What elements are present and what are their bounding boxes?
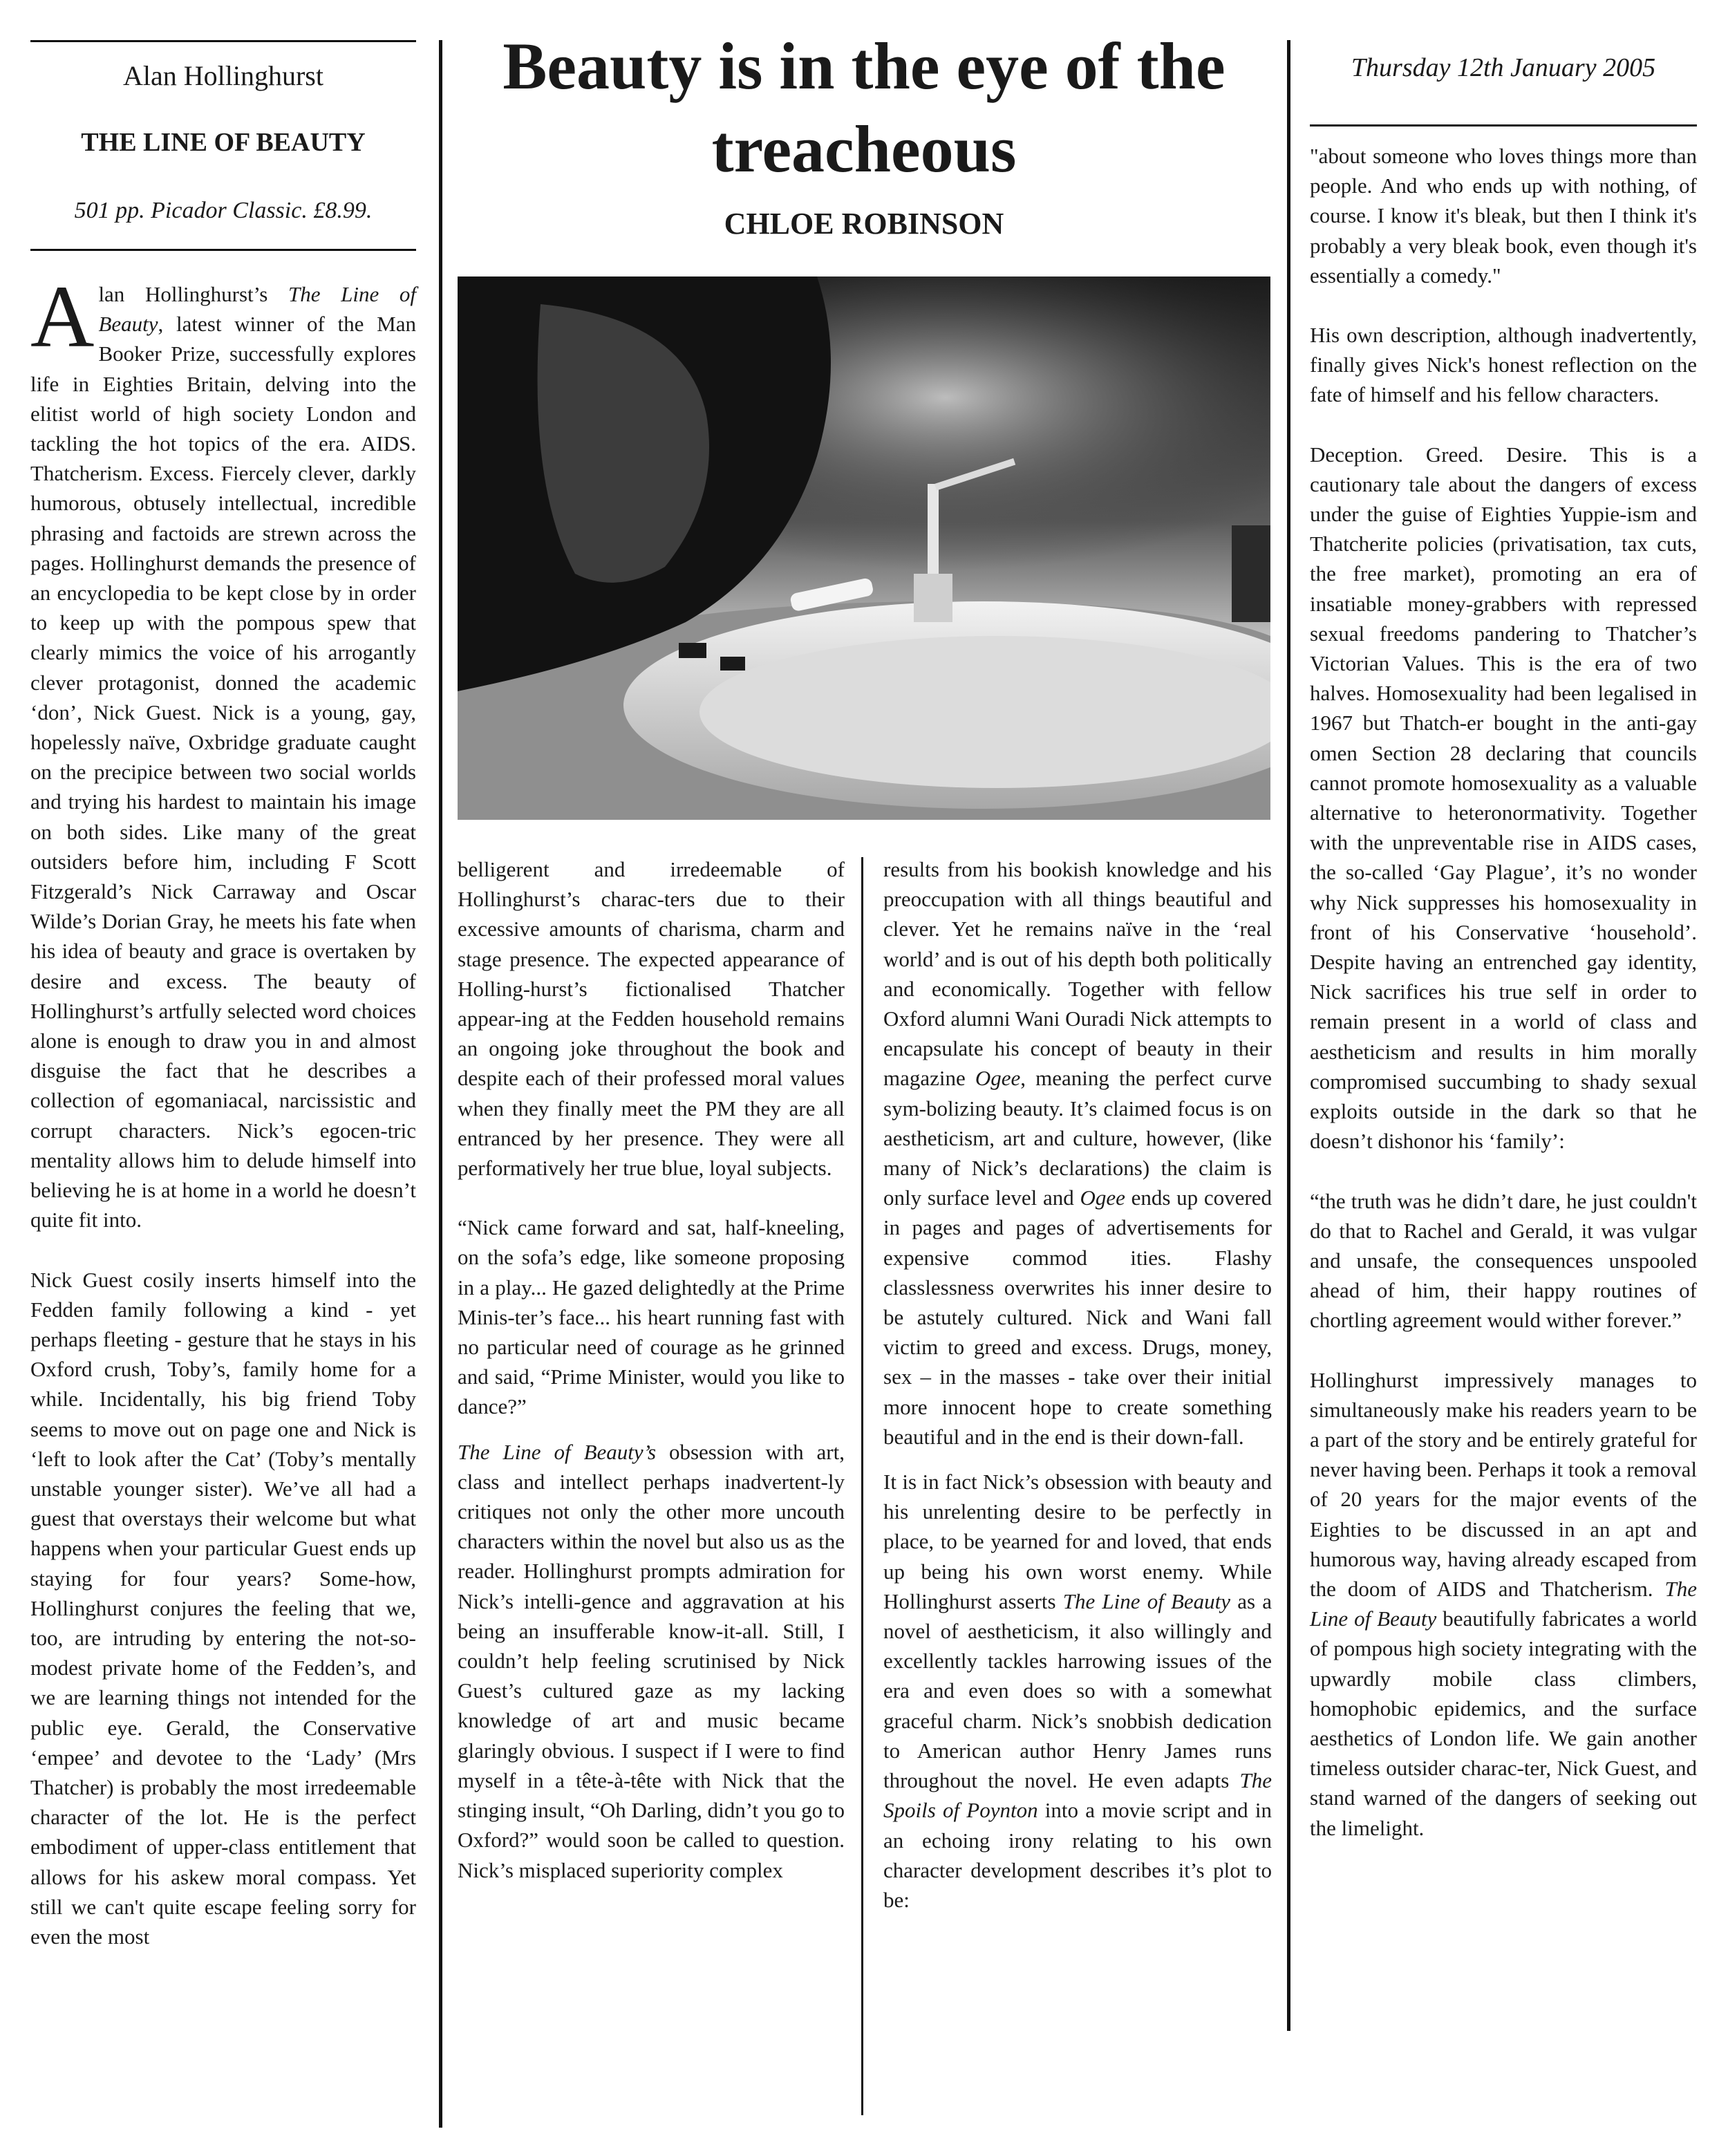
col4-p5-text-b: beautifully fabricates a world of pompous high society integrating with the upwardly mobile class climbers, homophobic epidemics, and the surface aesthetics of London life. We gain another timeless outsider charac-ter, Nick Guest, and stand warned of the dangers of seeking out the limelight. [1310,1606,1697,1840]
col3-p2-text-a: It is in fact Nick’s obsession with beauty and his unrelenting desire to be perfectly in place, to be yearned for and loved, that ends up being his own worst enemy. While Hollinghurst asserts [883,1470,1272,1613]
col3-paragraph-1 [883,854,1272,1452]
book-title-inline: The Spoils of Poynton [883,1768,1272,1823]
col4-paragraph-2: His own description, although inadvertently, finally gives Nick's honest reflection on the fate of himself and his fellow characters. [1310,323,1697,407]
book-title-inline: The Line of Beauty [98,282,416,337]
col1-paragraph-2: Nick Guest cosily inserts himself into the Fedden family following a kind - yet perhaps fleeting - gesture that he stays in his Oxford crush, Toby’s, family home for a while. Incidentally, his big friend Toby seems to move out on page one and Nick is ‘left to look after the Cat’ (Toby’s mentally unstable younger sister). We’ve all had a guest that overstays their welcome but what happens when your particular Guest ends up staying for four years? Some-how, Hollinghurst conjures the feeling that we, too, are intruding by entering the not-so-modest private home of the Fedden’s, and we are learning things not intended for the public eye. Gerald, the Conservative ‘empee’ and devotee to the ‘Lady’ (Mrs Thatcher) is probably the most irredeemable character of the lot. He is the perfect embodiment of upper-class entitlement that allows for his askew moral compass. Yet still we can't quite escape feeling sorry for even the most [30,1267,416,1949]
book-title-inline: The Line of Beauty [1310,1576,1697,1631]
article-photo [458,276,1270,820]
byline: CHLOE ROBINSON [724,207,1004,241]
book-title-inline: The Line of Beauty [1062,1588,1231,1613]
article-column-3 [883,854,1272,1944]
col3-p1-text-b: , meaning the perfect curve sym-bolizing beauty. It’s claimed focus is on aestheticism, art and culture, however, (like many of Nick’s declarations) the claim is only surface level and [883,1066,1272,1210]
center-column-divider [861,857,863,2115]
col3-p1-text-c: ends up covered in pages and pages of advertisements for expensive commod ities. Flashy classlessness overwrites his inner desire to be astutely cultured. Nick and Wani fall victim to greed and excess. Drugs, money, sex – in the masses - take over their initial more innocent hope to create something beautiful and in the end is their down-fall. [883,1185,1272,1449]
book-details: 501 pp. Picador Classic. £8.99. [74,198,373,223]
sink-photo-illustration [458,276,1270,820]
sidebar-bottom-rule [30,249,416,251]
drop-cap: A [30,268,95,366]
col3-p2-text-c: into a movie script and in an echoing irony relating to his own character development describes it’s plot to be: [883,1798,1272,1912]
col2-paragraph-3 [458,1437,845,1885]
left-column-divider [439,40,442,2128]
magazine-title-inline: Ogee [1080,1185,1125,1210]
col2-quote: “Nick came forward and sat, half-kneeling, on the sofa’s edge, like someone proposing in a play... He gazed delightedly at the Prime Minis-ter’s face... his heart running fast with no particular need of courage as he grinned and said, “Prime Minister, would you like to dance?” [458,1215,845,1419]
article-column-1 [30,268,416,1981]
col4-paragraph-5 [1310,1365,1697,1843]
col3-p2-text-b: as a novel of aestheticism, it also willingly and excellently tackles harrowing issues of the era and even does so with a somewhat graceful charm. Nick’s snobbish dedication to American author Henry James runs throughout the novel. He even adapts [883,1588,1272,1793]
magazine-title-inline: Ogee [975,1066,1021,1091]
col3-p1-text-a: results from his bookish knowledge and his preoccupation with all things beautiful and clever. Yet he remains naïve in the ‘real world’ and is out of his depth both politically and economically. Together with fellow Oxford alumni Wani Ouradi Nick attempts to encapsulate his concept of beauty in their magazine [883,857,1272,1091]
col2-p3-text: obsession with art, class and intellect perhaps inadvertent-ly critiques not only the other more uncouth characters within the novel but also us as the reader. Hollinghurst prompts admiration for Nick’s intelli-gence and aggravation at his being an insufferable know-it-all. Still, I couldn’t help feeling scrutinised by Nick Guest’s cultured gaze as my lacking knowledge of art and music became glaringly obvious. I suspect if I were to find myself in a tête-à-tête with Nick that the stinging insult, “Oh Darling, didn’t you go to Oxford?” would soon be called to question. Nick’s misplaced superiority complex [458,1439,845,1882]
col3-paragraph-2 [883,1467,1272,1915]
col4-quote-2: “the truth was he didn’t dare, he just couldn't do that to Rachel and Gerald, it was vulgar and unsafe, the consequences unspooled ahead of him, their happy routines of chortling agreement would wither forever.” [1310,1188,1697,1333]
right-column-divider [1287,40,1290,2031]
article-column-4 [1310,141,1697,1873]
article-column-2 [458,854,845,1915]
col4-quote-1: "about someone who loves things more than people. And who ends up with nothing, of course. I know it's bleak, but then I think it's probably a very bleak book, even though it's essentially a comedy." [1310,144,1697,288]
book-title: THE LINE OF BEAUTY [81,128,366,157]
sidebar-top-rule [30,40,416,42]
col1-paragraph-1 [30,268,416,1235]
col1-p1-text-a: lan Hollinghurst’s [98,282,288,306]
date-rule [1310,124,1697,126]
col2-paragraph-1: belligerent and irredeemable of Hollinghurst’s charac-ters due to their excessive amounts of charisma, charm and stage presence. The expected appearance of Holling-hurst’s fictionalised Thatcher appear-ing at the Fedden household remains an ongoing joke throughout the book and despite each of their professed moral values when they finally meet the PM they are all entranced by her presence. They were all performatively her true blue, loyal subjects. [458,857,845,1181]
book-title-inline: The Line of Beauty’s [458,1439,657,1464]
author-name: Alan Hollinghurst [123,60,323,91]
col4-paragraph-3: Deception. Greed. Desire. This is a cautionary tale about the dangers of excess under the guise of Eighties Yuppie-ism and Thatcherite policies (privatisation, tax cuts, the free market), promoting an era of insatiable money-grabbers with repressed sexual freedoms pandering to Thatcher’s Victorian Values. This is the era of two halves. Homosexuality had been legalised in 1967 but Thatch-er bought in the anti-gay omen Section 28 declaring that councils cannot promote homosexuality as a valuable alternative to heteronormativity. Together with the unpreventable rise in AIDS cases, the so-called ‘Gay Plague’, it’s no wonder why Nick suppresses his homosexuality in front of his Conservative ‘household’. Despite having an entrenched gay identity, Nick sacrifices his true self in order to remain present in a world of class and aestheticism and results in him morally compromised succumbing to shady sexual exploits outside in the dark so that he doesn’t dishonor his ‘family’: [1310,442,1697,1154]
issue-date: Thursday 12th January 2005 [1351,53,1656,82]
col1-p1-text-b: , latest winner of the Man Booker Prize, successfully explores life in Eighties Britain, delving into the elitist world of high society London and tackling the hot topics of the era. AIDS. Thatcherism. Excess. Fiercely clever, darkly humorous, obtusely intellectual, incredible phrasing and factoids are strewn across the pages. Hollinghurst demands the presence of an encyclopedia to be kept close by in order to keep up with the pompous spew that clearly mimics the voice of his arrogantly clever protagonist, donned the academic ‘don’, Nick Guest. Nick is a young, gay, hopelessly naïve, Oxbridge graduate caught on the precipice between two social worlds and trying his hardest to maintain his image on both sides. Like many of the great outsiders before him, including F Scott Fitzgerald’s Nick Carraway and Oscar Wilde’s Dorian Gray, he meets his fate when his idea of beauty and grace is overtaken by desire and excess. The beauty of Hollinghurst’s artfully selected word choices alone is enough to draw you in and almost disguise the fact that he describes a collection of egomaniacal, narcissistic and corrupt characters. Nick’s egocen-tric mentality allows him to delude himself into believing he is at home in a world he doesn’t quite fit into. [30,312,416,1232]
page-title: Beauty is in the eye of the treacheous [503,29,1225,186]
col4-p5-text-a: Hollinghurst impressively manages to simultaneously make his readers yearn to be a part of the story and be entirely grateful for never having been. Perhaps it took a removal of 20 years for the major events of the Eighties to be discussed in an apt and humorous way, having already escaped from the doom of AIDS and Thatcherism. [1310,1367,1697,1601]
